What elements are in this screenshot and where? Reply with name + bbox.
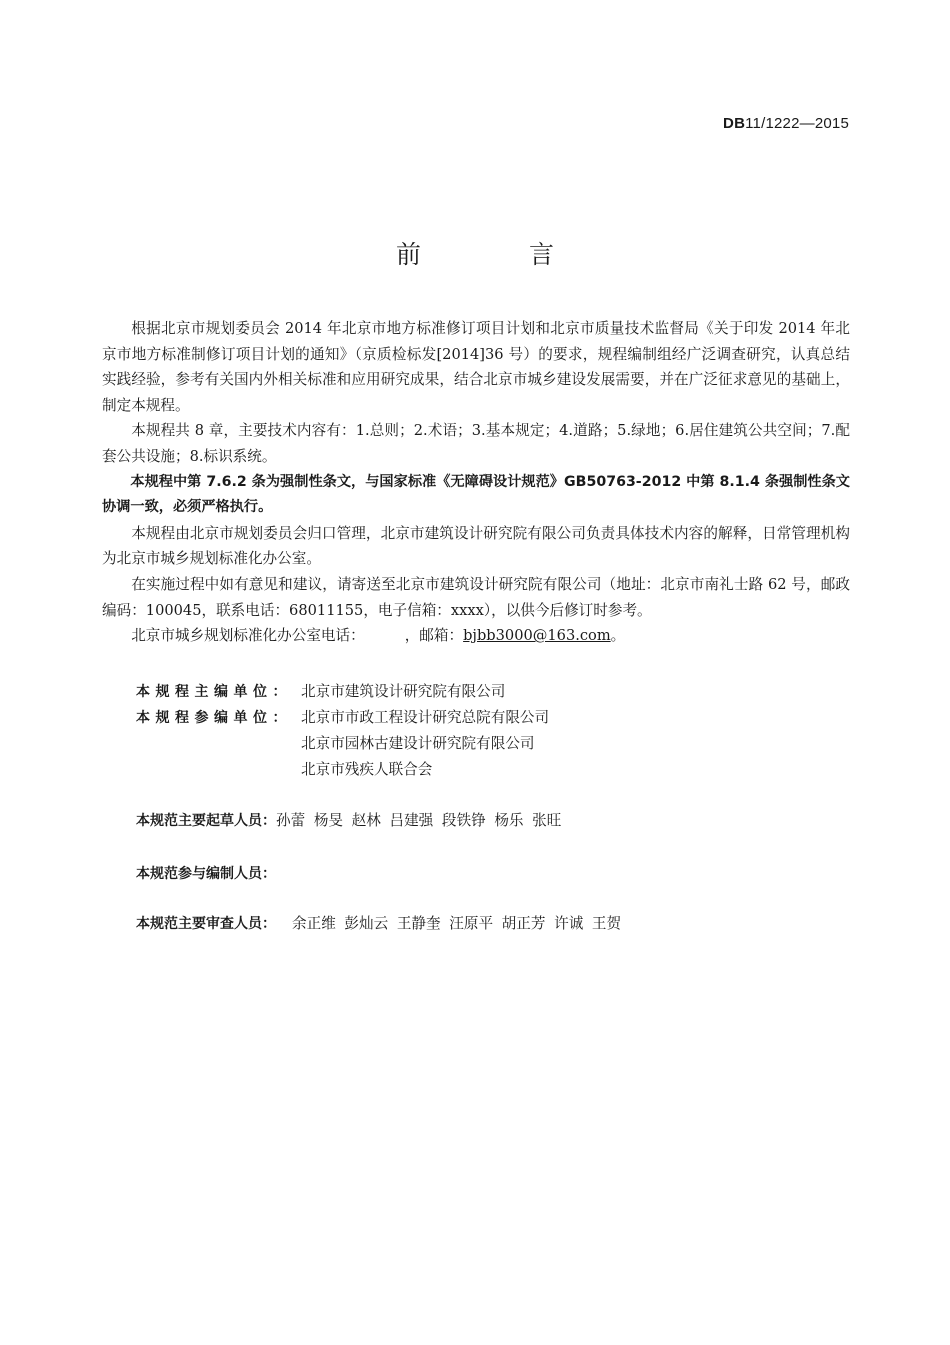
contact-phone-label: 北京市城乡规划标准化办公室电话： (131, 627, 365, 645)
drafters-names: 孙蕾 杨旻 赵林 吕建强 段铁铮 杨乐 张旺 (276, 812, 562, 829)
contact-suffix: 。 (610, 627, 626, 645)
standard-prefix: DB (723, 115, 746, 132)
reviewers-names: 余正维 彭灿云 王静奎 汪原平 胡正芳 许诚 王贺 (292, 915, 622, 932)
participants-label: 本规范参与编制人员： (136, 866, 276, 882)
drafters-row (136, 808, 561, 834)
page-title: 前 言 (396, 240, 604, 269)
paragraph-contents: 本规程共 8 章，主要技术内容有：1.总则；2.术语；3.基本规定；4.道路；5.绿地；6.居住建筑公共空间；7.配套公共设施；8.标识系统。 (102, 422, 850, 465)
participants-row (136, 861, 276, 887)
reviewers-label: 本规范主要审查人员： (136, 916, 276, 932)
paragraph-mandatory-clause: 本规程中第 7.6.2 条为强制性条文，与国家标准《无障碍设计规范》GB50763-2012 中第 8.1.4 条强制性条文协调一致，必须严格执行。 (102, 473, 850, 516)
chief-unit-label: 本规程主编单位： (136, 684, 292, 700)
paragraph-basis: 根据北京市规划委员会 2014 年北京市地方标准修订项目计划和北京市质量技术监督局《关于印发 2014 年北京市地方标准制修订项目计划的通知》（京质检标发[2014]36 号）的要求，规程编制组经广泛调查研究，认真总结实践经验，参考有关国内外相关标准和应用研究成果，结合北京市城乡建设发展需要，并在广泛征求意见的基础上，制定本规程。 (102, 320, 850, 414)
drafters-label: 本规范主要起草人员： (136, 813, 276, 829)
drafting-units (136, 679, 549, 783)
foreword-body (102, 316, 850, 649)
standard-code: 11/1222—2015 (745, 115, 849, 132)
reviewers-row (136, 911, 621, 937)
participating-units-row (136, 705, 549, 783)
contact-email-link[interactable]: bjbb3000@163.com (463, 627, 611, 645)
chief-unit-row (136, 679, 549, 705)
chief-unit-name: 北京市建筑设计研究院有限公司 (301, 683, 506, 700)
paragraph-contact (102, 623, 850, 649)
participating-units-label: 本规程参编单位： (136, 710, 292, 726)
participating-unit: 北京市园林古建设计研究院有限公司 (301, 735, 535, 752)
paragraph-feedback: 在实施过程中如有意见和建议，请寄送至北京市建筑设计研究院有限公司（地址：北京市南礼士路 62 号，邮政编码：100045，联系电话：68011155，电子信箱：xxxx），以供今后修订时参考。 (102, 575, 850, 619)
contact-email-label: ，邮箱： (404, 627, 464, 645)
standard-number (723, 115, 849, 132)
paragraph-management: 本规程由北京市规划委员会归口管理，北京市建筑设计研究院有限公司负责具体技术内容的解释，日常管理机构为北京市城乡规划标准化办公室。 (102, 524, 850, 568)
participating-unit: 北京市残疾人联合会 (301, 761, 433, 778)
participating-unit: 北京市市政工程设计研究总院有限公司 (301, 709, 550, 726)
